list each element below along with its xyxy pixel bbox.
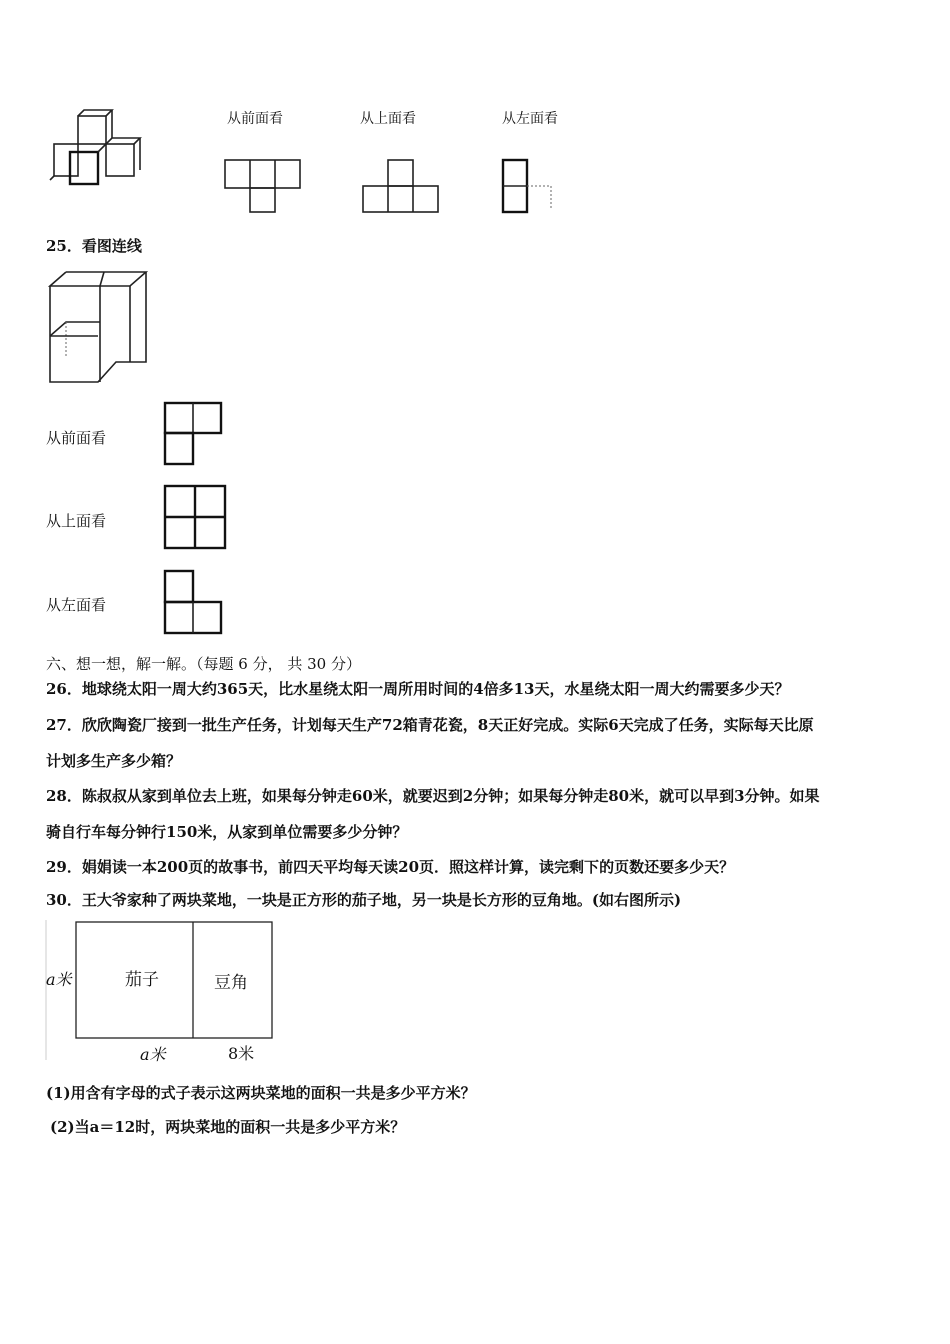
q28-line2: 骑自行车每分钟行150米，从家到单位需要多少分钟？ bbox=[46, 823, 408, 841]
front-view-shape bbox=[225, 160, 305, 214]
left-view-shape bbox=[503, 160, 559, 214]
sub-question-2: (2)当a＝12时，两块菜地的面积一共是多少平方米？ bbox=[50, 1118, 406, 1136]
bottom-a-label: a米 bbox=[140, 1045, 166, 1064]
top-view-shape bbox=[363, 160, 443, 214]
q28-line1: 28．陈叔叔从家到单位去上班，如果每分钟走60米，就要迟到2分钟；如果每分钟走80米，就可以早到3分钟。如果 bbox=[46, 787, 820, 805]
q26-text: 26．地球绕太阳一周大约365天，比水星绕太阳一周所用时间的4倍多13天，水星绕太阳一周大约需要多少天？ bbox=[46, 680, 790, 698]
q29-text: 29．娟娟读一本200页的故事书，前四天平均每天读20页．照这样计算，读完剩下的页数还要多少天？ bbox=[46, 858, 735, 876]
q30-text: 30．王大爷家种了两块菜地，一块是正方形的茄子地，另一块是长方形的豆角地。(如右图所示) bbox=[46, 891, 682, 909]
cube-stack-figure bbox=[50, 108, 150, 188]
q25-left-label: 从左面看 bbox=[46, 596, 107, 614]
q25-top-label: 从上面看 bbox=[46, 512, 107, 530]
q25-title: 25．看图连线 bbox=[46, 237, 142, 255]
bean-plot-label: 豆角 bbox=[214, 973, 248, 993]
top-view-label: 从上面看 bbox=[360, 111, 416, 127]
bottom-8-label: 8米 bbox=[228, 1044, 255, 1063]
q25-front-label: 从前面看 bbox=[46, 429, 107, 447]
left-view-label: 从左面看 bbox=[502, 111, 558, 127]
sub-question-1: (1)用含有字母的式子表示这两块菜地的面积一共是多少平方米？ bbox=[46, 1084, 476, 1102]
side-length-label: a米 bbox=[46, 970, 72, 989]
section6-heading: 六、想一想，解一解。（每题 6 分， 共 30 分） bbox=[46, 655, 361, 673]
q25-front-view bbox=[165, 403, 225, 467]
q25-left-view bbox=[165, 571, 225, 635]
q27-line1: 27．欣欣陶瓷厂接到一批生产任务，计划每天生产72箱青花瓷，8天正好完成。实际6天完成了任务，实际每天比原 bbox=[46, 716, 814, 734]
l-shaped-solid-figure bbox=[46, 270, 156, 384]
q27-line2: 计划多生产多少箱？ bbox=[46, 752, 182, 770]
front-view-label: 从前面看 bbox=[227, 111, 283, 127]
q25-top-view bbox=[165, 486, 229, 550]
eggplant-plot-label: 茄子 bbox=[125, 970, 159, 990]
